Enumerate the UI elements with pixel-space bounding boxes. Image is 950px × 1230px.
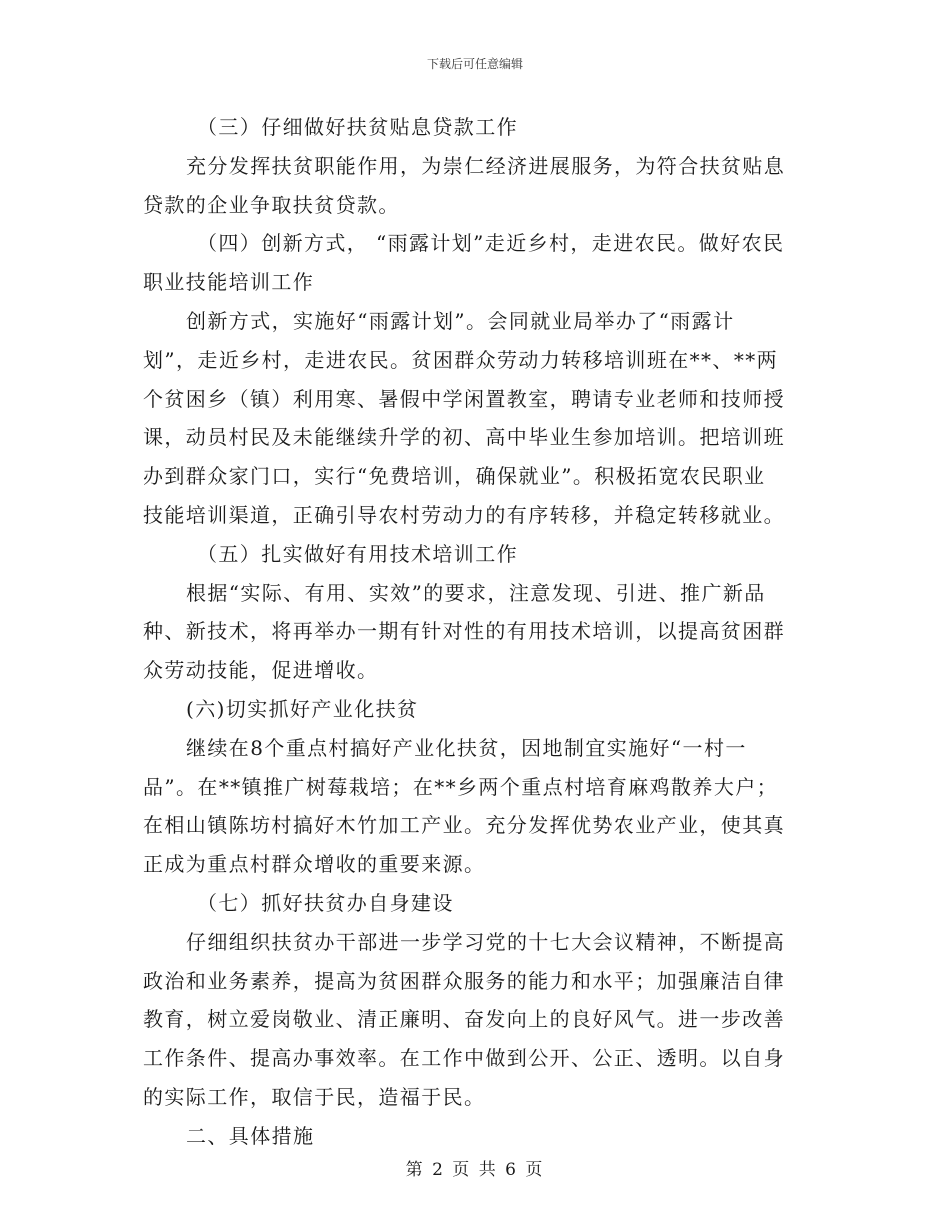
text-line: 继续在8个重点村搞好产业化扶贫，因地制宜实施好“一村一 [186,735,747,760]
text-line: 二、具体措施 [186,1123,315,1148]
text-line: 办到群众家门口，实行“免费培训，确保就业”。积极拓宽农民职业 [143,464,766,489]
text-line: 众劳动技能，促进增收。 [143,658,379,683]
text-line: 正成为重点村群众增收的重要来源。 [143,852,486,877]
text-line: 课，动员村民及未能继续升学的初、高中毕业生参加培训。把培训班 [143,425,785,450]
text-line: （三）仔细做好扶贫贴息贷款工作 [197,115,518,139]
text-line: 仔细组织扶贫办干部进一步学习党的十七大会议精神，不断提高 [186,929,786,954]
text-line: 的实际工作，取信于民，造福于民。 [143,1084,486,1109]
text-line: 根据“实际、有用、实效”的要求，注意发现、引进、推广新品 [186,580,766,605]
text-line: （四）创新方式， “雨露计划”走近乡村，走进农民。做好农民 [197,231,785,256]
text-line: 贷款的企业争取扶贫贷款。 [143,192,400,217]
text-line: 创新方式，实施好“雨露计划”。会同就业局举办了“雨露计 [186,308,735,333]
text-line: （五）扎实做好有用技术培训工作 [197,541,518,566]
text-line: 在相山镇陈坊村搞好木竹加工产业。充分发挥优势农业产业，使其真 [143,813,785,838]
text-line: 个贫困乡（镇）利用寒、暑假中学闲置教室，聘请专业老师和技师授 [143,386,785,411]
text-line: (六)切实抓好产业化扶贫 [186,696,419,721]
text-line: 政治和业务素养，提高为贫困群众服务的能力和水平；加强廉洁自律 [143,968,785,993]
text-line: 职业技能培训工作 [143,270,315,295]
text-line: 划”，走近乡村，走进农民。贫困群众劳动力转移培训班在**、**两 [143,347,779,372]
text-line: 技能培训渠道，正确引导农村劳动力的有序转移，并稳定转移就业。 [143,502,785,527]
text-line: 充分发挥扶贫职能作用，为崇仁经济进展服务，为符合扶贫贴息 [186,153,786,178]
header-note: 下载后可任意编辑 [426,57,523,71]
text-line: 种、新技术，将再举办一期有针对性的有用技术培训，以提高贫困群 [143,619,785,644]
text-line: （七）抓好扶贫办自身建设 [197,890,454,915]
page-footer: 第 2 页 共 6 页 [405,1160,545,1180]
text-line: 品”。在**镇推广树莓栽培；在**乡两个重点村培育麻鸡散养大户； [143,774,779,799]
document-body [143,108,813,1156]
text-line: 工作条件、提高办事效率。在工作中做到公开、公正、透明。以自身 [143,1046,785,1071]
text-line: 教育，树立爱岗敬业、清正廉明、奋发向上的良好风气。进一步改善 [143,1007,785,1032]
